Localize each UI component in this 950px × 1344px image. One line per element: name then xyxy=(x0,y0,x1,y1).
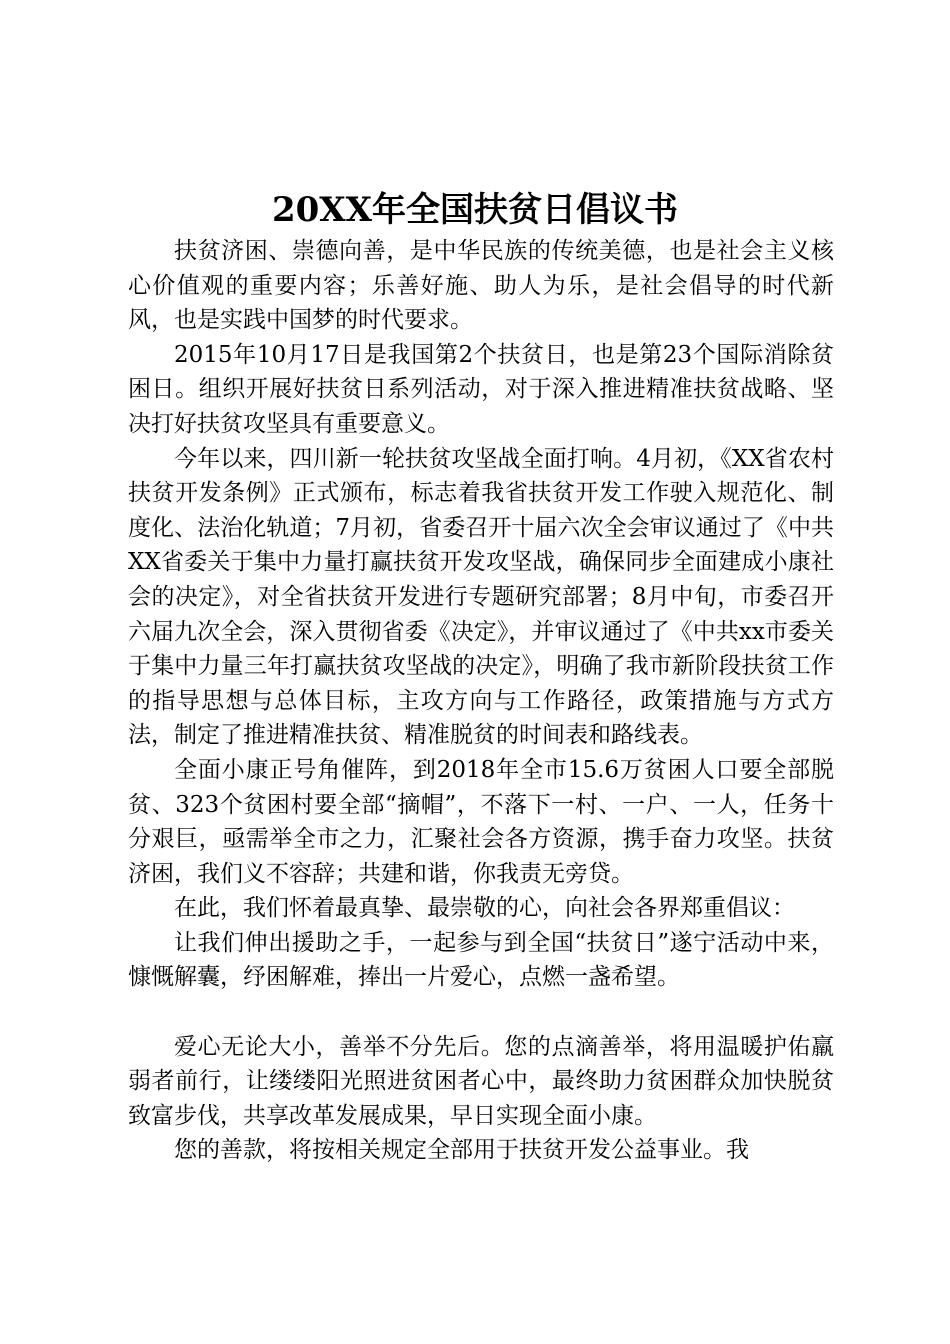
paragraph-goals: 全面小康正号角催阵，到2018年全市15.6万贫困人口要全部脱贫、323个贫困村要全部“摘帽”，不落下一村、一户、一人，任务十分艰巨，亟需举全市之力，汇聚社会各方资源，携手奋力攻坚。扶贫济困，我们义不容辞；共建和谐，你我责无旁贷。 xyxy=(128,756,834,887)
paragraph-poverty-day: 2015年10月17日是我国第2个扶贫日，也是第23个国际消除贫困日。组织开展好扶贫日系列活动，对于深入推进精准扶贫战略、坚决打好扶贫攻坚具有重要意义。 xyxy=(128,341,834,437)
paragraph-donations: 您的善款，将按相关规定全部用于扶贫开发公益事业。我 xyxy=(174,1137,749,1164)
paragraph-kindness: 爱心无论大小，善举不分先后。您的点滴善举，将用温暖护佑羸弱者前行，让缕缕阳光照进贫困者心中，最终助力贫困群众加快脱贫致富步伐，共享改革发展成果，早日实现全面小康。 xyxy=(128,1033,834,1129)
document-body xyxy=(128,234,834,1168)
paragraph-policy-background: 今年以来，四川新一轮扶贫攻坚战全面打响。4月初，《XX省农村扶贫开发条例》正式颁布，标志着我省扶贫开发工作驶入规范化、制度化、法治化轨道；7月初，省委召开十届六次全会审议通过了《中共XX省委关于集中力量打赢扶贫开发攻坚战，确保同步全面建成小康社会的决定》，对全省扶贫开发进行专题研究部署；8月中旬，市委召开六届九次全会，深入贯彻省委《决定》，并审议通过了《中共xx市委关于集中力量三年打赢扶贫攻坚战的决定》，明确了我市新阶段扶贫工作的指导思想与总体目标，主攻方向与工作路径，政策措施与方式方法，制定了推进精准扶贫、精准脱贫的时间表和路线表。 xyxy=(128,445,834,749)
paragraph-intro: 扶贫济困、崇德向善，是中华民族的传统美德，也是社会主义核心价值观的重要内容；乐善好施、助人为乐，是社会倡导的时代新风，也是实践中国梦的时代要求。 xyxy=(128,238,834,334)
paragraph-appeal-intro: 在此，我们怀着最真挚、最崇敬的心，向社会各界郑重倡议： xyxy=(174,895,795,922)
document-title: 20XX年全国扶贫日倡议书 xyxy=(271,190,679,230)
paragraph-call-to-action: 让我们伸出援助之手，一起参与到全国“扶贫日”遂宁活动中来，慷慨解囊，纾困解难，捧出一片爱心，点燃一盏希望。 xyxy=(128,929,834,991)
